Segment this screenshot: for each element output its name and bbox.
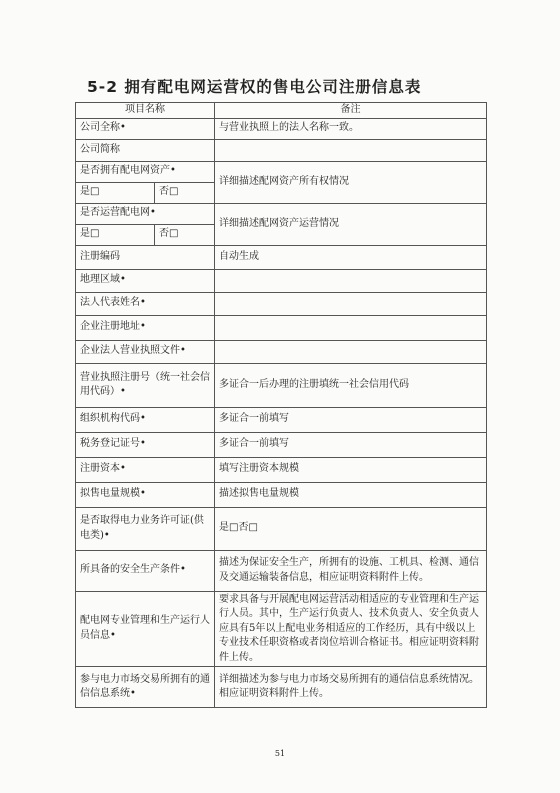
item-cell: 营业执照注册号（统一社会信用代码）•: [76, 363, 215, 407]
item-cell: 参与电力市场交易所拥有的通信信息系统•: [76, 667, 215, 708]
note-cell: 多证合一前填写: [215, 407, 487, 432]
item-cell: 注册资本•: [76, 457, 215, 482]
item-cell: 法人代表姓名•: [76, 292, 215, 315]
note-cell: 与营业执照上的法人名称一致。: [215, 118, 487, 139]
table-row: [76, 482, 487, 507]
header-item: 项目名称: [76, 103, 215, 119]
item-cell: 税务登记证号•: [76, 432, 215, 457]
item-cell: 配电网专业管理和生产运行人员信息•: [76, 591, 215, 667]
table-row: [76, 118, 487, 139]
note-cell: 多证合一后办理的注册填统一社会信用代码: [215, 363, 487, 407]
table-row: [76, 363, 487, 407]
note-cell: 详细描述配网资产所有权情况: [215, 161, 487, 203]
item-cell: 是否运营配电网•: [76, 203, 215, 224]
table-row: [76, 292, 487, 315]
table-row: [76, 507, 487, 550]
note-cell: 描述为保证安全生产，所拥有的设施、工机具、检测、通信及交通运输装备信息，相应证明资料附件上传。: [215, 550, 487, 591]
item-cell: 公司全称•: [76, 118, 215, 139]
page-number: 51: [274, 749, 286, 758]
table-row: [76, 591, 487, 667]
item-cell: 企业注册地址•: [76, 315, 215, 340]
item-cell: 是否拥有配电网资产•: [76, 161, 215, 182]
table-row: [76, 203, 487, 224]
note-cell: [215, 340, 487, 363]
table-row: [76, 457, 487, 482]
note-cell: 详细描述为参与电力市场交易所拥有的通信信息系统情况。相应证明资料附件上传。: [215, 667, 487, 708]
note-cell: 自动生成: [215, 245, 487, 269]
item-cell: 公司简称: [76, 139, 215, 161]
table-row: [76, 550, 487, 591]
item-cell: 注册编码: [76, 245, 215, 269]
note-cell: 描述拟售电量规模: [215, 482, 487, 507]
table-row: [76, 407, 487, 432]
no-checkbox[interactable]: 否□: [155, 182, 215, 203]
note-cell: 多证合一前填写: [215, 432, 487, 457]
note-cell: [215, 315, 487, 340]
note-cell: [215, 269, 487, 292]
note-cell: 填写注册资本规模: [215, 457, 487, 482]
item-cell: 拟售电量规模•: [76, 482, 215, 507]
note-cell: 详细描述配网资产运营情况: [215, 203, 487, 245]
header-note: 备注: [215, 103, 487, 119]
table-row: [76, 432, 487, 457]
item-cell: 企业法人营业执照文件•: [76, 340, 215, 363]
table-row: [76, 269, 487, 292]
item-cell: 组织机构代码•: [76, 407, 215, 432]
item-cell: 所具备的安全生产条件•: [76, 550, 215, 591]
no-checkbox[interactable]: 否□: [155, 224, 215, 245]
page-title: 5-2 拥有配电网运营权的售电公司注册信息表: [87, 78, 422, 96]
note-cell: 是□否□: [215, 507, 487, 550]
item-cell: 是否取得电力业务许可证(供电类)•: [76, 507, 215, 550]
table-row: [76, 245, 487, 269]
table-row: [76, 667, 487, 708]
note-cell: [215, 292, 487, 315]
yes-checkbox[interactable]: 是□: [76, 182, 155, 203]
item-cell: 地理区域•: [76, 269, 215, 292]
table-row: [76, 315, 487, 340]
table-header-row: [76, 103, 487, 119]
note-cell: [215, 139, 487, 161]
table-row: [76, 161, 487, 182]
table-row: [76, 340, 487, 363]
registration-table: [75, 102, 487, 708]
table-row: [76, 139, 487, 161]
yes-checkbox[interactable]: 是□: [76, 224, 155, 245]
note-cell: 要求具备与开展配电网运营活动相适应的专业管理和生产运行人员。其中，生产运行负责人、技术负责人、安全负责人应具有5年以上配电业务相适应的工作经历，具有中级以上专业技术任职资格或者岗位培训合格证书。相应证明资料附件上传。: [215, 591, 487, 667]
